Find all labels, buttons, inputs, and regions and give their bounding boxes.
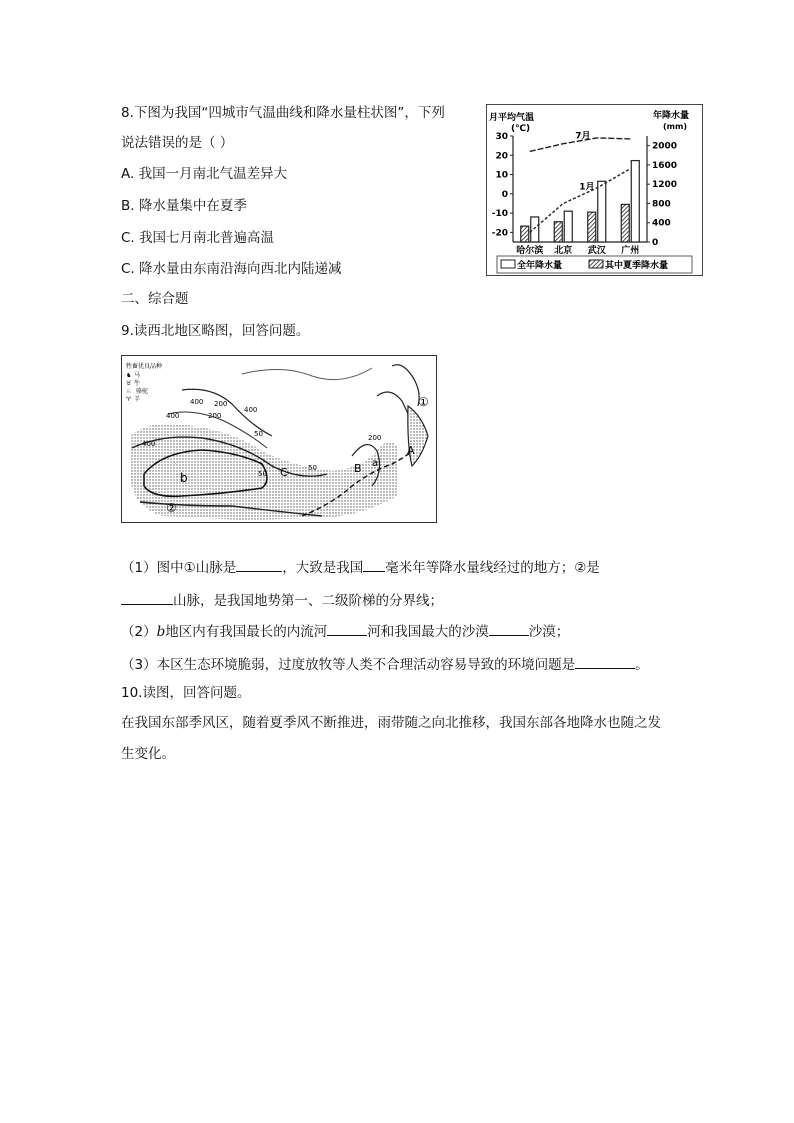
q9-part2-text-b: b	[156, 624, 166, 640]
label-point-a-small: a	[372, 458, 379, 469]
q8-option-a: A. 我国一月南北气温差异大	[121, 166, 288, 182]
contour-label-400c: 400	[244, 406, 258, 414]
livestock-horse-icon: ♞	[126, 372, 132, 379]
contour-label-50b: 50	[258, 470, 267, 478]
region-a-east	[408, 406, 428, 466]
legend-swatch-annual	[501, 260, 515, 268]
q10-text-line1: 在我国东部季风区，随着夏季风不断推进，雨带随之向北推移，我国东部各地降水也随之发	[121, 715, 661, 731]
bar-summer-precipitation	[621, 204, 629, 242]
contour-label-400a: 400	[190, 398, 204, 406]
left-tick-label: -20	[491, 228, 508, 239]
label-mountain-1: ①	[418, 395, 429, 409]
category-label: 武汉	[587, 246, 606, 256]
map-legend-sheep: 羊	[134, 396, 141, 403]
right-tick-label: 400	[652, 218, 671, 229]
label-mountain-2: ②	[166, 501, 177, 515]
label-point-c: C	[280, 466, 288, 479]
q9-part2-text-e: 沙漠；	[528, 624, 570, 640]
q9-blank-environment[interactable]	[575, 654, 635, 669]
map-legend-camel: 骆驼	[136, 388, 149, 395]
q9-blank-river[interactable]	[327, 621, 367, 636]
climate-chart	[486, 104, 703, 276]
map-legend	[126, 362, 162, 403]
right-tick-label: 2000	[652, 141, 678, 152]
q9-part1-text-d: 山脉，是我国地势第一、二级阶梯的分界线；	[173, 593, 443, 609]
q9-part3-text-b: 。	[635, 657, 649, 673]
q9-part1-text-b: ，大致是我国	[282, 560, 364, 576]
bar-summer-precipitation	[521, 226, 529, 242]
q10-stem: 10.读图，回答问题。	[121, 685, 251, 701]
label-point-a-capital: A	[407, 444, 415, 457]
label-point-b: B	[354, 462, 362, 475]
legend-label-annual: 全年降水量	[517, 261, 563, 271]
left-tick-label: -10	[491, 209, 508, 220]
legend-label-summer: 其中夏季降水量	[605, 261, 669, 271]
bar-annual-precipitation	[598, 181, 606, 242]
january-line-label: 1月	[579, 182, 595, 193]
q8-option-d: C. 降水量由东南沿海向西北内陆递减	[121, 261, 342, 277]
left-tick-label: 20	[495, 151, 508, 162]
contour-label-200a: 200	[214, 400, 228, 408]
bar-annual-precipitation	[631, 161, 639, 242]
q8-option-b: B. 降水量集中在夏季	[121, 198, 247, 214]
q9-part1-line2	[121, 590, 443, 610]
right-tick-label: 0	[652, 238, 659, 248]
left-axis-label-1: 月平均气温	[489, 113, 535, 123]
q10-text-line2: 生变化。	[121, 746, 175, 762]
contour-label-400d: 400	[142, 440, 156, 448]
bar-annual-precipitation	[531, 217, 539, 242]
livestock-camel-icon: ♘	[126, 388, 132, 395]
q9-part3-text-a: （3）本区生态环境脆弱，过度放牧等人类不合理活动容易导致的环境问题是	[121, 657, 576, 673]
border-line-n	[242, 368, 372, 380]
left-tick-label: 10	[495, 170, 508, 181]
q9-blank-mountain-1[interactable]	[236, 557, 282, 572]
climate-chart-svg	[487, 105, 702, 275]
bar-annual-precipitation	[564, 211, 572, 242]
bar-summer-precipitation	[588, 212, 596, 242]
right-tick-label: 1600	[652, 160, 678, 171]
bar-summer-precipitation	[554, 222, 562, 242]
category-label: 广州	[621, 246, 640, 256]
northwest-map-svg	[122, 356, 436, 522]
right-axis-label-2: (mm)	[663, 122, 687, 131]
map-legend-horse: 马	[134, 372, 141, 379]
q8-stem-line1: 8.下图为我国“四城市气温曲线和降水量柱状图”，下列	[121, 105, 445, 121]
category-label: 北京	[554, 246, 573, 256]
july-line-label: 7月	[575, 131, 591, 142]
livestock-sheep-icon: ♈	[126, 396, 132, 403]
q8-option-c: C. 我国七月南北普遍高温	[121, 230, 275, 246]
category-label: 哈尔滨	[516, 246, 544, 256]
right-tick-label: 1200	[652, 180, 678, 191]
border-line-ne	[392, 365, 419, 406]
q9-part2	[121, 621, 569, 641]
contour-label-200b: 200	[208, 412, 222, 420]
q9-part3	[121, 654, 649, 674]
q9-part2-text-d: 河和我国最大的沙漠	[367, 624, 489, 640]
q9-blank-mountain-2[interactable]	[121, 590, 173, 605]
contour-label-200c: 200	[368, 434, 382, 442]
right-axis-label-1: 年降水量	[653, 111, 690, 121]
livestock-cattle-icon: ♉	[126, 380, 132, 387]
q9-part2-text-c: 地区内有我国最长的内流河	[165, 624, 328, 640]
left-tick-label: 30	[495, 132, 508, 142]
legend-swatch-summer	[589, 260, 603, 268]
contour-label-50c: 50	[308, 464, 317, 472]
q9-part1-line1	[121, 557, 600, 577]
left-axis-label-2: (℃)	[511, 124, 531, 134]
q9-blank-desert[interactable]	[489, 621, 529, 636]
q9-part1-text-a: （1）图中①山脉是	[121, 560, 237, 576]
contour-label-50a: 50	[254, 430, 263, 438]
q9-stem: 9.读西北地区略图，回答问题。	[121, 323, 310, 339]
q9-part2-text-a: （2）	[121, 624, 157, 640]
map-legend-title: 牲畜优良品种	[126, 363, 163, 370]
northwest-map	[121, 355, 437, 523]
left-tick-label: 0	[501, 189, 508, 200]
q8-stem-line2: 说法错误的是（ ）	[121, 135, 234, 151]
map-legend-cattle: 牛	[134, 380, 141, 387]
section-title: 二、综合题	[121, 291, 189, 307]
q9-part1-text-c: 毫米年等降水量线经过的地方；②是	[385, 560, 600, 576]
january-temperature-line	[530, 169, 631, 233]
label-region-b: b	[180, 471, 188, 485]
contour-label-400b: 400	[166, 412, 180, 420]
q9-blank-isohyet[interactable]	[363, 557, 385, 572]
right-tick-label: 800	[652, 199, 671, 210]
